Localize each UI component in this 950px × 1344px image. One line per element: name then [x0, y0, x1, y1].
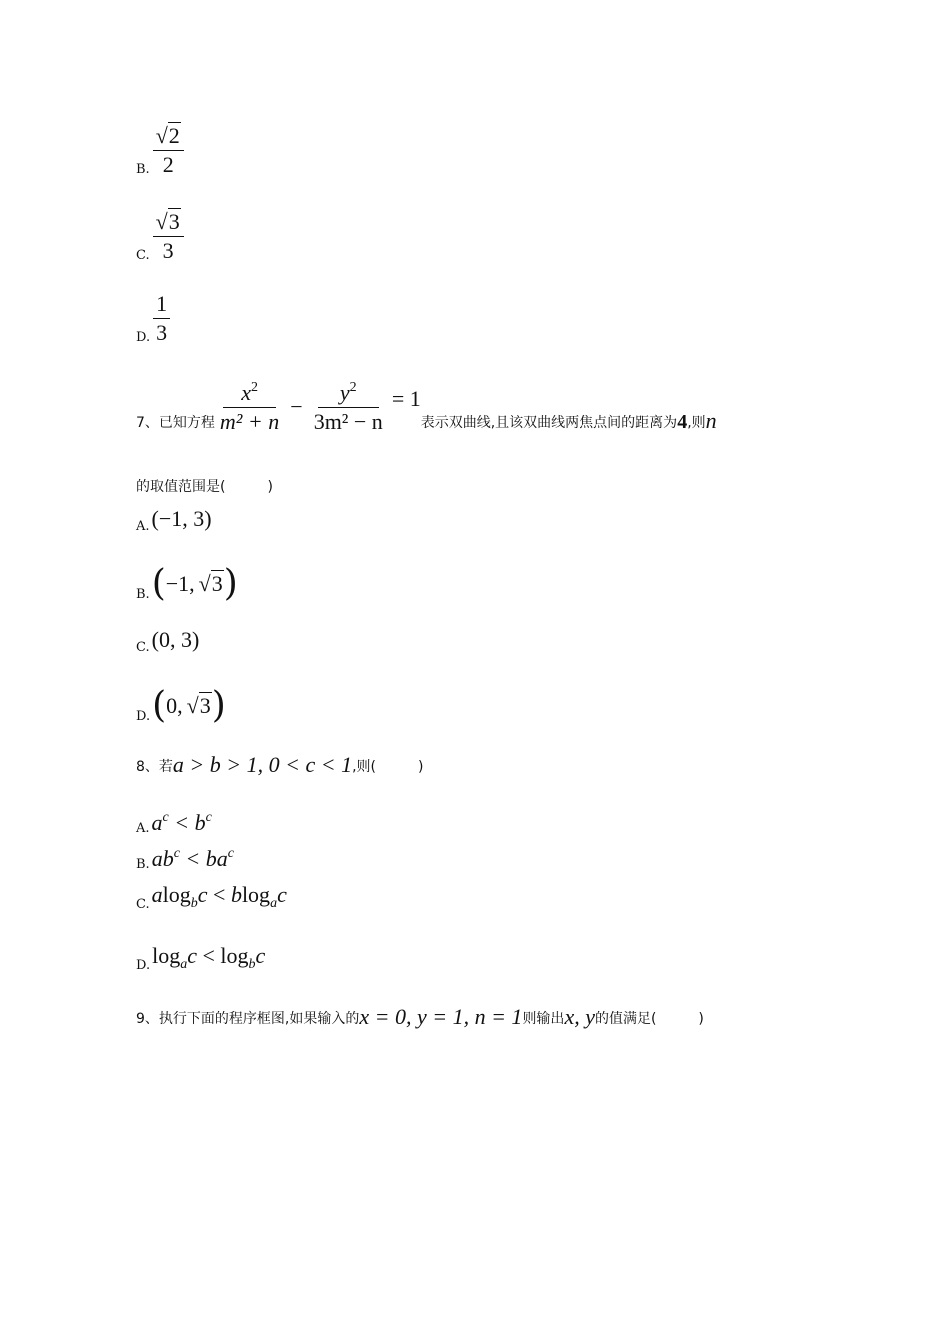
option-math: alog$_b$c < blog$_a$c [151, 882, 287, 911]
interval-left: 0, [166, 693, 183, 718]
radicand: 3 [199, 693, 211, 718]
option-b-q8 [136, 846, 234, 872]
question-9 [136, 1004, 704, 1030]
option-math: ( 0, √3 ) [152, 685, 226, 726]
left-paren: ( [151, 563, 166, 604]
question-number: 9、执行下面的程序框图,如果输入的 [136, 1011, 360, 1027]
question-text-after: 的值满足( ) [594, 1011, 704, 1027]
output-vars: x, y [564, 1004, 595, 1029]
distance-value: 4 [677, 411, 688, 434]
numerator: 1 [153, 292, 170, 319]
option-label: B. [136, 857, 150, 872]
question-number: 7、已知方程 [136, 415, 215, 432]
option-math: $ab^c < ba^c$ [151, 846, 234, 871]
option-math: $\log_ac < \log_bc$ [152, 943, 266, 972]
fraction: $\frac{√3}{3}$ [153, 210, 184, 263]
option-c-prev [136, 210, 184, 263]
condition: a > b > 1, 0 < c < 1 [172, 752, 353, 777]
input-values: x = 0, y = 1, n = 1 [359, 1004, 523, 1029]
option-label: C. [136, 640, 150, 655]
option-a-q7 [136, 506, 212, 534]
option-label: C. [136, 248, 150, 264]
radicand: 2 [168, 123, 180, 148]
question-text: 表示双曲线,且该双曲线两焦点间的距离为 [420, 415, 678, 432]
option-d-q7 [136, 685, 226, 726]
option-label: B. [136, 162, 150, 178]
left-paren: ( [152, 685, 167, 726]
option-d-q8 [136, 943, 265, 973]
interval-left: −1, [165, 571, 195, 596]
radicand: 3 [211, 571, 223, 596]
option-math: (0, 3) [151, 627, 200, 652]
question-text: 则输出 [522, 1011, 565, 1027]
radicand: 3 [168, 209, 180, 234]
question-text: ,则( ) [352, 759, 424, 775]
denominator: 3 [162, 238, 174, 264]
option-b-prev [136, 124, 184, 177]
numerator-var: x [241, 380, 251, 405]
question-8 [136, 752, 423, 778]
equation-rhs: = 1 [391, 386, 421, 411]
question-text-then: ,则 [687, 415, 706, 432]
right-paren: ) [211, 685, 226, 726]
right-paren: ) [223, 563, 238, 604]
minus-sign: − [290, 394, 303, 420]
variable-n: n [705, 408, 717, 434]
fraction [153, 292, 170, 345]
option-label: A. [136, 519, 150, 534]
option-b-q7 [136, 563, 238, 604]
fraction: $\frac{√2}{2}$ [153, 124, 184, 177]
fraction-2 [311, 380, 386, 434]
option-label: D. [136, 958, 151, 973]
option-d-prev [136, 292, 170, 345]
numerator-var: y [339, 380, 350, 405]
question-7-line-2: 的取值范围是( ) [136, 479, 273, 495]
option-math: ( −1, √3 ) [151, 563, 238, 604]
fraction-1 [217, 380, 282, 434]
denominator: 3 [156, 320, 168, 346]
exponent: 2 [250, 380, 258, 395]
exponent: 2 [349, 380, 357, 395]
option-c-q8 [136, 882, 287, 912]
option-c-q7 [136, 627, 199, 655]
question-7 [136, 380, 717, 434]
option-label: D. [136, 330, 151, 346]
option-label: D. [136, 709, 151, 724]
denominator: m² + n [219, 409, 280, 435]
option-label: B. [136, 587, 150, 602]
option-math: $a^c < b^c$ [151, 810, 212, 835]
option-label: A. [136, 821, 150, 836]
equation [217, 380, 421, 434]
denominator: 3m² − n [313, 409, 383, 435]
option-label: C. [136, 897, 150, 912]
option-a-q8 [136, 810, 212, 836]
question-number: 8、若 [136, 759, 173, 775]
option-math: (−1, 3) [151, 506, 212, 531]
denominator: 2 [162, 152, 174, 178]
